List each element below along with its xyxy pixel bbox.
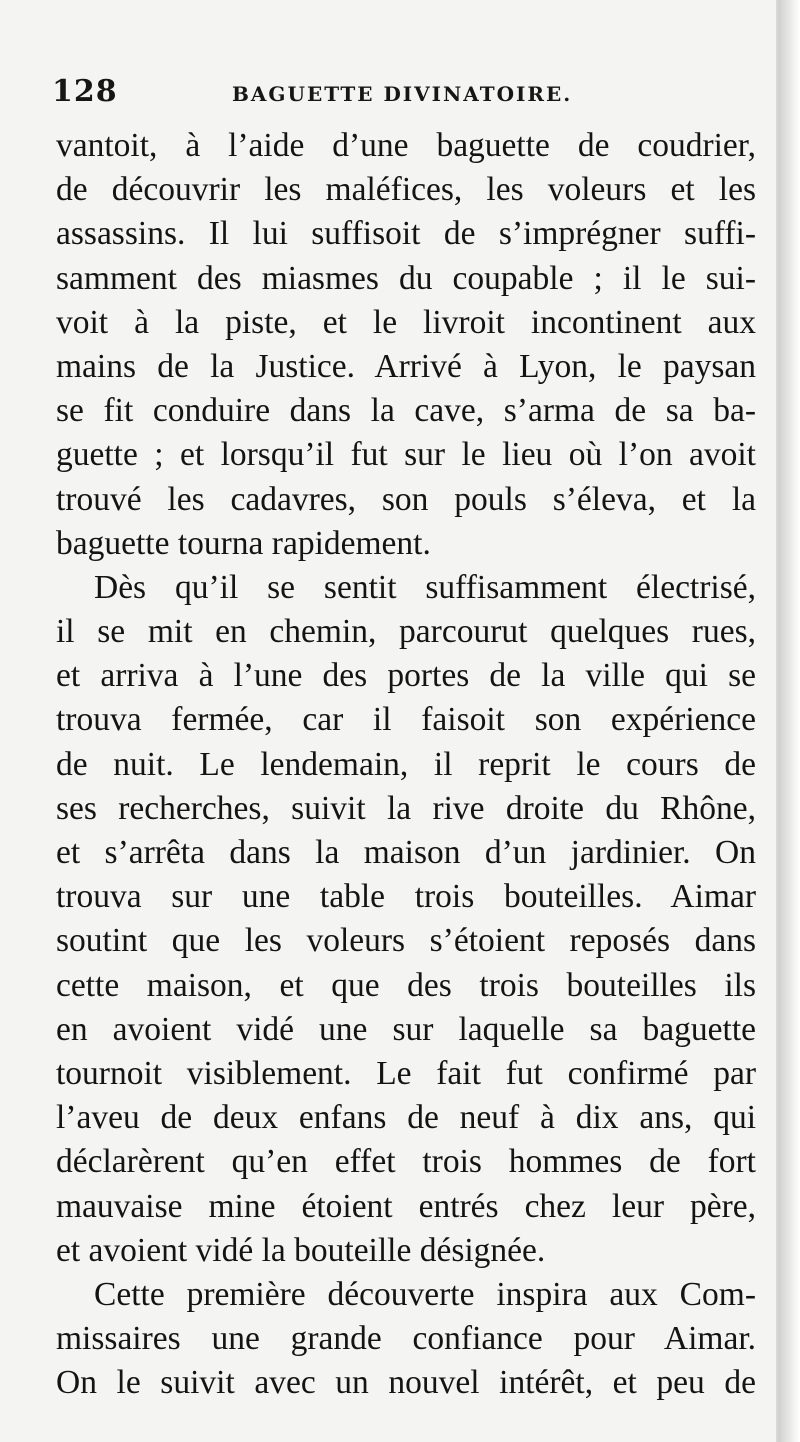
text-line: déclarèrent qu’en effet trois hommes de fort bbox=[56, 1143, 756, 1181]
text-line: en avoient vidé une sur laquelle sa baguette bbox=[56, 1010, 756, 1048]
text-line: tournoit visiblement. Le fait fut confirmé par bbox=[56, 1054, 756, 1092]
running-title: BAGUETTE DIVINATOIRE. bbox=[232, 82, 573, 106]
text-line: il se mit en chemin, parcourut quelques rues, bbox=[56, 613, 756, 651]
text-line: soutint que les voleurs s’étoient reposés dans bbox=[56, 922, 756, 960]
text-line: missaires une grande confiance pour Aimar. bbox=[56, 1320, 756, 1358]
text-line: cette maison, et que des trois bouteilles ils bbox=[56, 966, 756, 1004]
paragraph-start-line: Cette première découverte inspira aux Com- bbox=[94, 1275, 756, 1313]
text-line: trouvé les cadavres, son pouls s’éleva, et la bbox=[56, 480, 756, 518]
text-line: se fit conduire dans la cave, s’arma de sa ba- bbox=[56, 392, 756, 430]
page-number: 128 bbox=[52, 74, 118, 109]
text-line: ses recherches, suivit la rive droite du Rhône, bbox=[56, 789, 756, 827]
text-line: samment des miasmes du coupable ; il le sui- bbox=[56, 259, 756, 297]
text-line: assassins. Il lui suffisoit de s’imprégner suffi- bbox=[56, 215, 756, 253]
text-line: guette ; et lorsqu’il fut sur le lieu où l’on avoit bbox=[56, 436, 756, 474]
text-line: et s’arrêta dans la maison d’un jardinier. On bbox=[56, 834, 756, 871]
text-line: de nuit. Le lendemain, il reprit le cours de bbox=[56, 745, 756, 783]
text-line: voit à la piste, et le livroit incontinent aux bbox=[56, 303, 756, 341]
text-line: trouva fermée, car il faisoit son expérience bbox=[56, 701, 756, 739]
text-line: mauvaise mine étoient entrés chez leur père, bbox=[56, 1187, 756, 1225]
paragraph-start-line: Dès qu’il se sentit suffisamment électrisé, bbox=[94, 568, 756, 606]
text-line: de découvrir les maléfices, les voleurs et les bbox=[56, 171, 756, 209]
body-text bbox=[56, 124, 756, 1405]
text-line: vantoit, à l’aide d’une baguette de coudrier, bbox=[56, 127, 756, 164]
page-edge-shadow bbox=[778, 0, 800, 1442]
text-line: trouva sur une table trois bouteilles. Aimar bbox=[56, 878, 756, 916]
running-head bbox=[52, 70, 752, 110]
text-line: et arriva à l’une des portes de la ville qui se bbox=[56, 657, 756, 695]
paragraph-end-line: et avoient vidé la bouteille désignée. bbox=[56, 1231, 546, 1269]
text-line: l’aveu de deux enfans de neuf à dix ans, qui bbox=[56, 1099, 756, 1137]
paragraph-end-line: baguette tourna rapidement. bbox=[56, 524, 431, 562]
text-line: mains de la Justice. Arrivé à Lyon, le paysan bbox=[56, 347, 756, 385]
text-line: On le suivit avec un nouvel intérêt, et peu de bbox=[56, 1364, 756, 1402]
